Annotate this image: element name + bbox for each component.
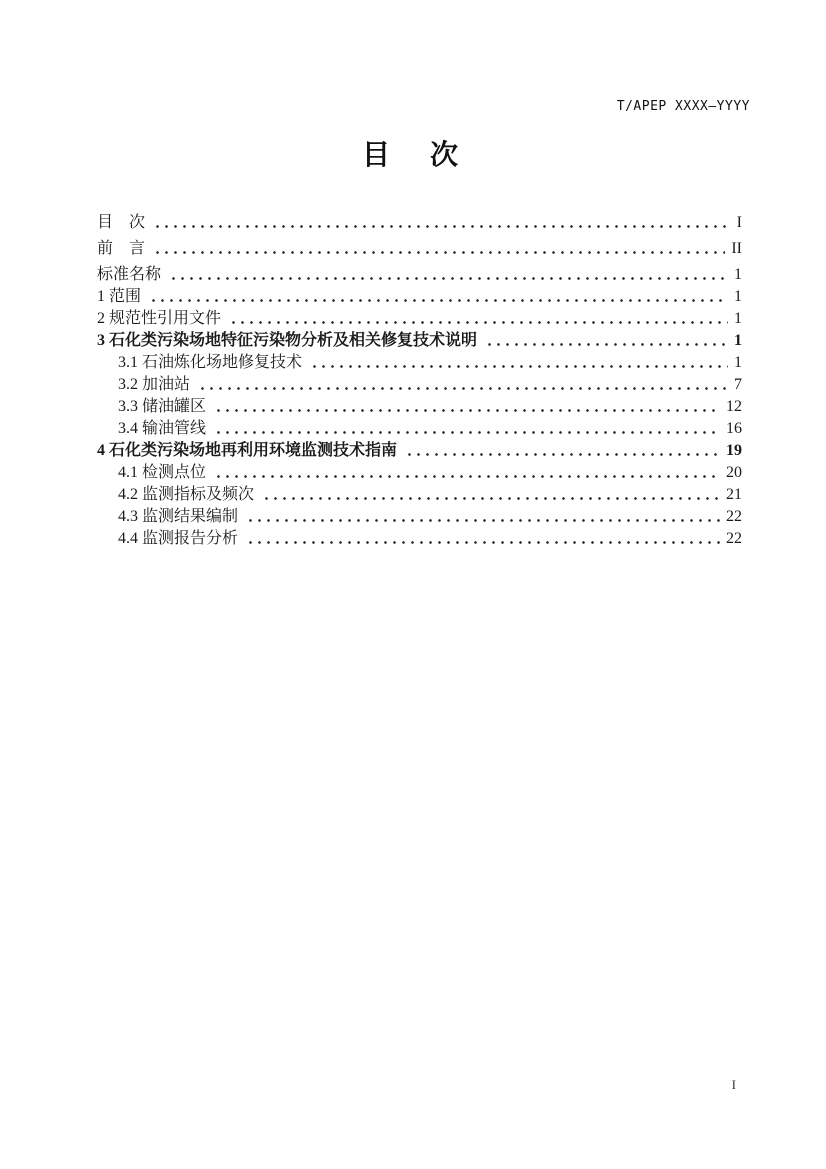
- toc-entry[interactable]: [97, 306, 742, 328]
- toc-entry[interactable]: [97, 438, 742, 460]
- toc-entry-label: 2 规范性引用文件: [97, 310, 222, 327]
- dot-leader: [262, 496, 720, 501]
- dot-leader: [246, 540, 720, 545]
- toc-entry-label: 4.1 检测点位: [118, 464, 207, 481]
- toc-entry-label: 4.4 监测报告分析: [118, 530, 239, 547]
- dot-leader: [485, 342, 728, 347]
- toc-entry[interactable]: [97, 504, 742, 526]
- toc-entry[interactable]: [97, 284, 742, 306]
- toc-entry-page: 19: [726, 442, 742, 459]
- toc-entry-page: 22: [726, 508, 742, 525]
- toc-entry-page: 12: [726, 398, 742, 415]
- dot-leader: [153, 250, 725, 255]
- toc-entry[interactable]: [97, 394, 742, 416]
- dot-leader: [310, 364, 728, 369]
- toc-entry-page: I: [736, 214, 742, 231]
- dot-leader: [214, 474, 720, 479]
- toc-entry-label: 3.3 储油罐区: [118, 398, 207, 415]
- toc-entry-label: 标准名称: [97, 266, 162, 283]
- toc-list: [97, 206, 742, 548]
- toc-entry-label: 3.2 加油站: [118, 376, 191, 393]
- toc-entry-page: 16: [726, 420, 742, 437]
- dot-leader: [405, 452, 720, 457]
- toc-entry[interactable]: [97, 328, 742, 350]
- toc-entry-label: 1 范围: [97, 288, 142, 305]
- toc-entry-page: 1: [734, 310, 742, 327]
- toc-entry-label: 4 石化类污染场地再利用环境监测技术指南: [97, 442, 398, 459]
- dot-leader: [149, 298, 728, 303]
- standard-number: T/APEP XXXX—YYYY: [616, 99, 750, 114]
- toc-entry[interactable]: [97, 258, 742, 284]
- toc-entry[interactable]: [97, 232, 742, 258]
- toc-entry-page: 1: [734, 266, 742, 283]
- toc-entry[interactable]: [97, 416, 742, 438]
- dot-leader: [229, 320, 728, 325]
- toc-entry-label: 目 次: [97, 214, 146, 231]
- toc-entry-page: 20: [726, 464, 742, 481]
- toc-entry-label: 4.3 监测结果编制: [118, 508, 239, 525]
- toc-entry[interactable]: [97, 350, 742, 372]
- toc-entry-label: 4.2 监测指标及频次: [118, 486, 255, 503]
- dot-leader: [214, 408, 720, 413]
- toc-entry-label: 3.1 石油炼化场地修复技术: [118, 354, 303, 371]
- toc-entry-label: 3.4 输油管线: [118, 420, 207, 437]
- toc-entry[interactable]: [97, 526, 742, 548]
- dot-leader: [198, 386, 728, 391]
- dot-leader: [169, 276, 728, 281]
- toc-entry-label: 3 石化类污染场地特征污染物分析及相关修复技术说明: [97, 332, 478, 349]
- toc-entry[interactable]: [97, 460, 742, 482]
- toc-entry-page: 1: [734, 354, 742, 371]
- footer-page-number: I: [731, 1077, 736, 1092]
- page-title: 目 次: [361, 139, 464, 170]
- dot-leader: [246, 518, 720, 523]
- toc-entry-label: 前 言: [97, 240, 146, 257]
- toc-entry-page: 1: [734, 288, 742, 305]
- toc-entry-page: 1: [734, 332, 742, 349]
- toc-entry-page: 22: [726, 530, 742, 547]
- toc-entry[interactable]: [97, 206, 742, 232]
- toc-entry-page: 21: [726, 486, 742, 503]
- toc-entry-page: II: [731, 240, 742, 257]
- dot-leader: [153, 224, 731, 229]
- toc-entry[interactable]: [97, 482, 742, 504]
- dot-leader: [214, 430, 720, 435]
- toc-entry[interactable]: [97, 372, 742, 394]
- toc-entry-page: 7: [734, 376, 742, 393]
